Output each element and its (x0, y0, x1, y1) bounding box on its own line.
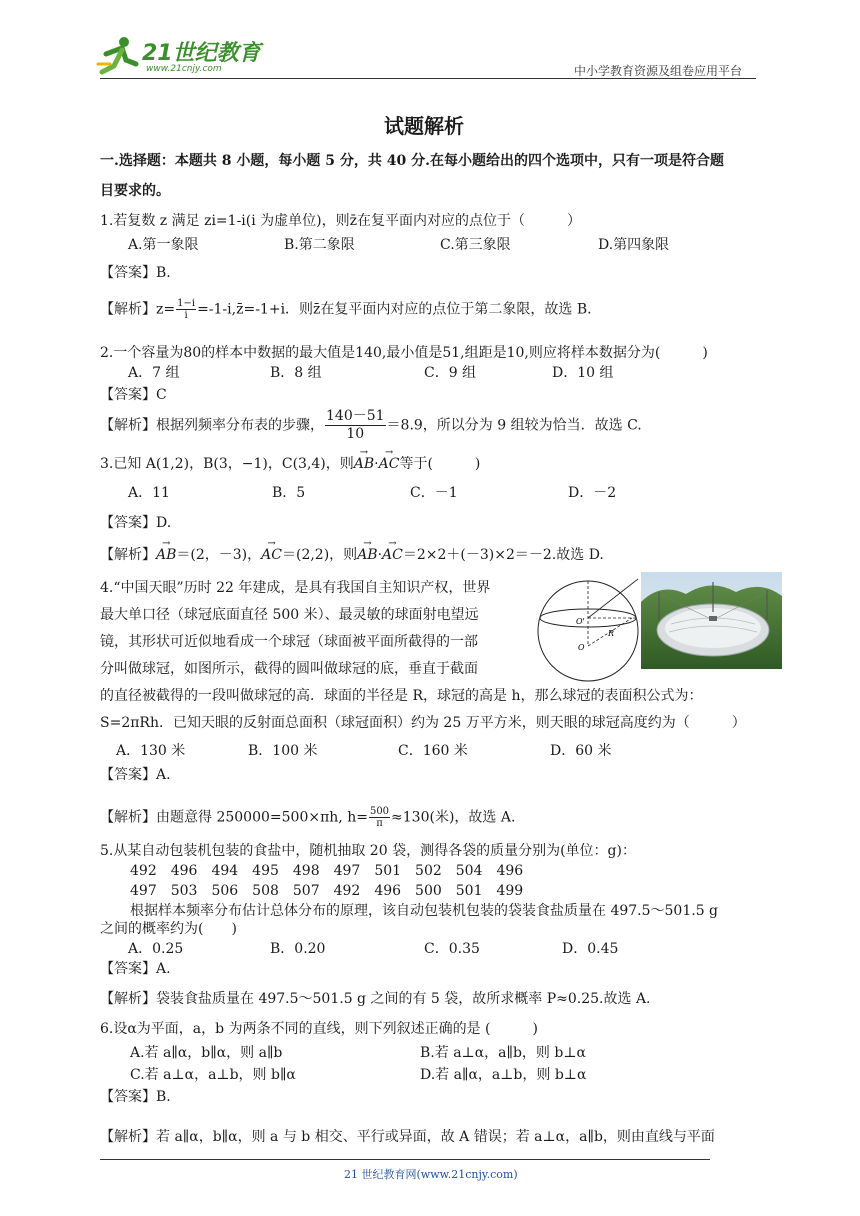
answer: 【答案】C (100, 387, 167, 403)
option-c: C.若 a⊥α，a⊥b，则 b∥α (130, 1067, 296, 1083)
footer-link[interactable]: 21 世纪教育网(www.21cnjy.com) (344, 1168, 518, 1181)
option-a: A．130 米 (116, 743, 186, 759)
option-c: C．0.35 (424, 941, 480, 957)
label-o-prime: O' (576, 617, 585, 626)
answer: 【答案】B. (100, 1089, 171, 1105)
option-c: C．－1 (410, 485, 458, 501)
answer: 【答案】B. (100, 265, 171, 281)
label-o: O (578, 643, 585, 652)
platform-name: 中小学教育资源及组卷应用平台 (574, 64, 743, 78)
analysis: 【解析】→ AB＝(2，－3)，→ AC＝(2,2)，则→ AB·→ AC＝2×2＋(－3)×2＝－2.故选 D. (100, 546, 604, 564)
option-d: D.第四象限 (598, 237, 670, 253)
option-b: B．5 (272, 485, 306, 501)
answer: 【答案】A. (100, 767, 171, 783)
question-stem: 3.已知 A(1,2)，B(3，−1)，C(3,4)，则→ AB·→ AC等于( ) (100, 455, 480, 473)
option-c: C．160 米 (398, 743, 468, 759)
option-c: C.第三象限 (440, 237, 511, 253)
option-b: B．100 米 (248, 743, 318, 759)
section-heading-line1: 一.选择题：本题共 8 小题，每小题 5 分，共 40 分.在每小题给出的四个选项中，只有一项是符合题 (100, 153, 724, 169)
option-d: D.若 a∥α，a⊥b，则 b⊥α (420, 1067, 587, 1083)
question-stem-line: 之间的概率约为( ) (100, 921, 237, 937)
page-title: 试题解析 (384, 114, 464, 138)
analysis: 【解析】z= $\frac{1-i}{i}$ =-1-i,z̄=-1+i．则z̄在复平面内对应的点位于第二象限，故选 B. (100, 298, 592, 321)
fast-telescope-photo (641, 572, 782, 669)
question-stem-line: S=2πRh．已知天眼的反射面总面积（球冠面积）约为 25 万平方米，则天眼的球冠高度约为（ ） (100, 715, 746, 731)
analysis: 【解析】若 a∥α，b∥α，则 a 与 b 相交、平行或异面，故 A 错误；若 a⊥α，a∥b，则由直线与平面 (100, 1129, 715, 1145)
label-r: R (608, 629, 615, 638)
question-stem: 1.若复数 z 满足 zi=1-i(i 为虚单位)，则z̄在复平面内对应的点位于（ ） (100, 213, 582, 229)
option-a: A．0.25 (128, 941, 184, 957)
option-b: B.若 a⊥α，a∥b，则 b⊥α (420, 1045, 586, 1061)
question-stem-line: 分叫做球冠，如图所示，截得的圆叫做球冠的底，垂直于截面 (100, 661, 478, 677)
logo-text: 21世纪教育 (142, 41, 261, 66)
analysis: 【解析】由题意得 250000=500×πh, h= $\frac{500}{\pi}$ ≈130(米)，故选 A. (100, 806, 516, 829)
answer: 【答案】A. (100, 961, 171, 977)
footer-divider (100, 1159, 710, 1160)
logo (96, 34, 261, 78)
runner-icon (96, 34, 140, 78)
option-a: A．7 组 (128, 365, 180, 381)
data-row-2: 497 503 506 508 507 492 496 500 501 499 (130, 883, 524, 899)
option-d: D．0.45 (562, 941, 619, 957)
section-heading-line2: 目要求的。 (100, 183, 170, 199)
option-c: C．9 组 (424, 365, 477, 381)
question-stem: 6.设α为平面，a，b 为两条不同的直线，则下列叙述正确的是 ( ) (100, 1021, 538, 1037)
option-b: B．8 组 (270, 365, 322, 381)
option-b: B．0.20 (270, 941, 326, 957)
analysis: 【解析】袋装食盐质量在 497.5～501.5 g 之间的有 5 袋，故所求概率 P≈0.25.故选 A. (100, 991, 651, 1007)
logo-url: www.21cnjy.com (146, 64, 222, 74)
question-stem-line: 镜，其形状可近似地看成一个球冠（球面被平面所截得的一部 (100, 634, 478, 650)
option-d: D．60 米 (550, 743, 612, 759)
question-stem: 2.一个容量为80的样本中数据的最大值是140,最小值是51,组距是10,则应将样本数据分为( ) (100, 345, 708, 361)
answer: 【答案】D. (100, 515, 172, 531)
option-a: A.第一象限 (128, 237, 199, 253)
spherical-cap-diagram (532, 576, 644, 684)
question-stem-line: 4.“中国天眼”历时 22 年建成，是具有我国自主知识产权，世界 (100, 580, 491, 596)
question-stem-line: 的直径被截得的一段叫做球冠的高．球面的半径是 R，球冠的高是 h，那么球冠的表面积公式为： (100, 688, 703, 704)
header-divider (100, 78, 756, 79)
option-a: A．11 (128, 485, 170, 501)
data-row-1: 492 496 494 495 498 497 501 502 504 496 (130, 863, 524, 879)
option-b: B.第二象限 (284, 237, 355, 253)
analysis: 【解析】根据列频率分布表的步骤， $\frac{140-51}{10}$ ＝8.9，所以分为 9 组较为恰当．故选 C. (100, 408, 642, 442)
option-d: D．10 组 (552, 365, 614, 381)
option-d: D．－2 (568, 485, 617, 501)
question-stem-line: 根据样本频率分布估计总体分布的原理，该自动包装机包装的袋装食盐质量在 497.5～501.5 g (130, 903, 719, 919)
option-a: A.若 a∥α，b∥α，则 a∥b (130, 1045, 283, 1061)
question-stem: 5.从某自动包装机包装的食盐中，随机抽取 20 袋，测得各袋的质量分别为(单位：g)： (100, 843, 636, 859)
question-stem-line: 最大单口径（球冠底面直径 500 米）、最灵敏的球面射电望远 (100, 607, 479, 623)
